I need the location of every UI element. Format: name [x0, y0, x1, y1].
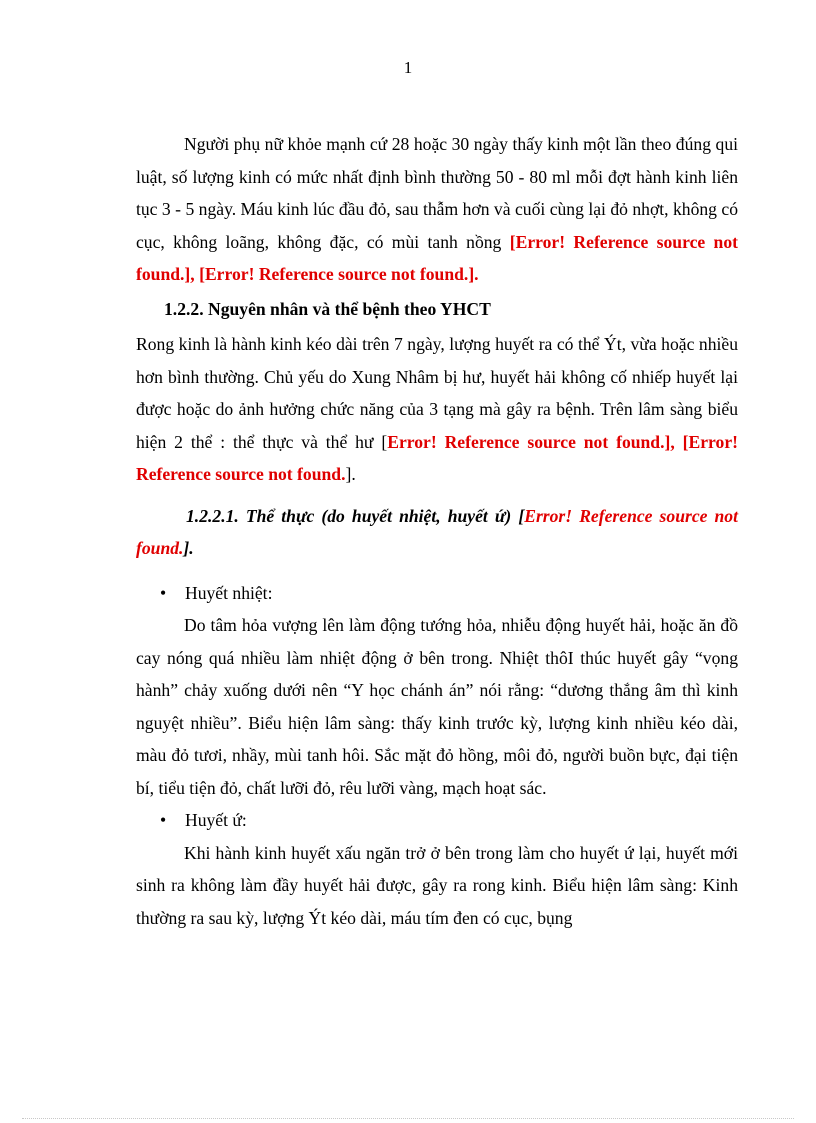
paragraph-huyet-u: Khi hành kinh huyết xấu ngăn trở ở bên trong làm cho huyết ứ lại, huyết mới sinh ra không làm đầy huyết hải được, gây ra rong kinh. Biểu hiện lâm sàng: Kinh thường ra sau kỳ, lượng Ýt kéo dài, máu tím đen có cục, bụng [136, 842, 738, 928]
page-number: 1 [403, 58, 413, 77]
ref-bracket-close: ]. [468, 264, 479, 284]
bullet-huyet-nhiet-label: Huyết nhiệt: [185, 582, 273, 603]
reference-error-2: Error! Reference source not found. [204, 264, 469, 284]
paragraph-intro-text: Người phụ nữ khỏe mạnh cứ 28 hoặc 30 ngày thấy kinh một lần theo đúng qui luật, số lượng kinh có mức nhất định bình thường 50 - 80 ml mỗi đợt hành kinh liên tục 3 - 5 ngày. Máu kinh lúc đầu đỏ, sau thẫm hơn và cuối cùng lại đỏ nhợt, không có cục, không loãng, không đặc, có mùi tanh nồng [136, 134, 738, 252]
document-body [136, 128, 738, 934]
reference-error-4: Error! Reference source not found. [136, 431, 738, 484]
heading-1-2-2: 1.2.2. Nguyên nhân và thể bệnh theo YHCT [164, 298, 491, 319]
bullet-icon: • [160, 810, 167, 830]
page-bottom-divider [22, 1118, 794, 1119]
ref-bracket-mid: ], [ [664, 431, 689, 452]
ref-bracket-open: [ [509, 231, 516, 252]
reference-error-1: Error! Reference source not found. [136, 231, 738, 284]
reference-error-5: Error! Reference source not found. [136, 505, 738, 558]
heading-1-2-2-1-close: ]. [183, 538, 194, 558]
ref-bracket-mid: ], [ [184, 264, 205, 284]
ref-bracket-close: ]. [345, 464, 356, 484]
bullet-huyet-nhiet [136, 577, 738, 610]
paragraph-intro [136, 128, 738, 291]
paragraph-huyet-nhiet: Do tâm hỏa vượng lên làm động tướng hỏa, nhiễu động huyết hải, hoặc ăn đồ cay nóng quá nhiều làm nhiệt động ở bên trong. Nhiệt thôI thúc huyết gây “vọng hành” chảy xuống dưới nên “Y học chánh án” nói rằng: “dương thắng âm thì kinh nguyệt nhiều”. Biểu hiện lâm sàng: thấy kinh trước kỳ, lượng kinh nhiều kéo dài, màu đỏ tươi, nhầy, mùi tanh hôi. Sắc mặt đỏ hồng, môi đỏ, người buồn bực, đại tiện bí, tiểu tiện đỏ, chất lưỡi đỏ, rêu lưỡi vàng, mạch hoạt sác. [136, 615, 738, 798]
paragraph-rong-kinh [136, 328, 738, 491]
paragraph-rong-kinh-text: Rong kinh là hành kinh kéo dài trên 7 ngày, lượng huyết ra có thể Ýt, vừa hoặc nhiều hơn bình thường. Chủ yếu do Xung Nhâm bị hư, huyết hải không cố nhiếp huyết lại được hoặc do ảnh hưởng chức năng của 3 tạng mà gây ra bệnh. Trên lâm sàng biểu hiện 2 thể : thể thực và thể hư [136, 334, 738, 452]
bullet-icon: • [160, 582, 167, 603]
ref-bracket-open: [ [381, 431, 388, 452]
heading-1-2-2-1-text: 1.2.2.1. Thể thực (do huyết nhiệt, huyết ứ) [ [186, 505, 525, 526]
heading-1-2-2-1 [136, 500, 738, 565]
reference-error-3: Error! Reference source not found. [387, 431, 665, 452]
bullet-huyet-u [136, 804, 738, 837]
bullet-huyet-u-label: Huyết ứ: [185, 810, 247, 830]
